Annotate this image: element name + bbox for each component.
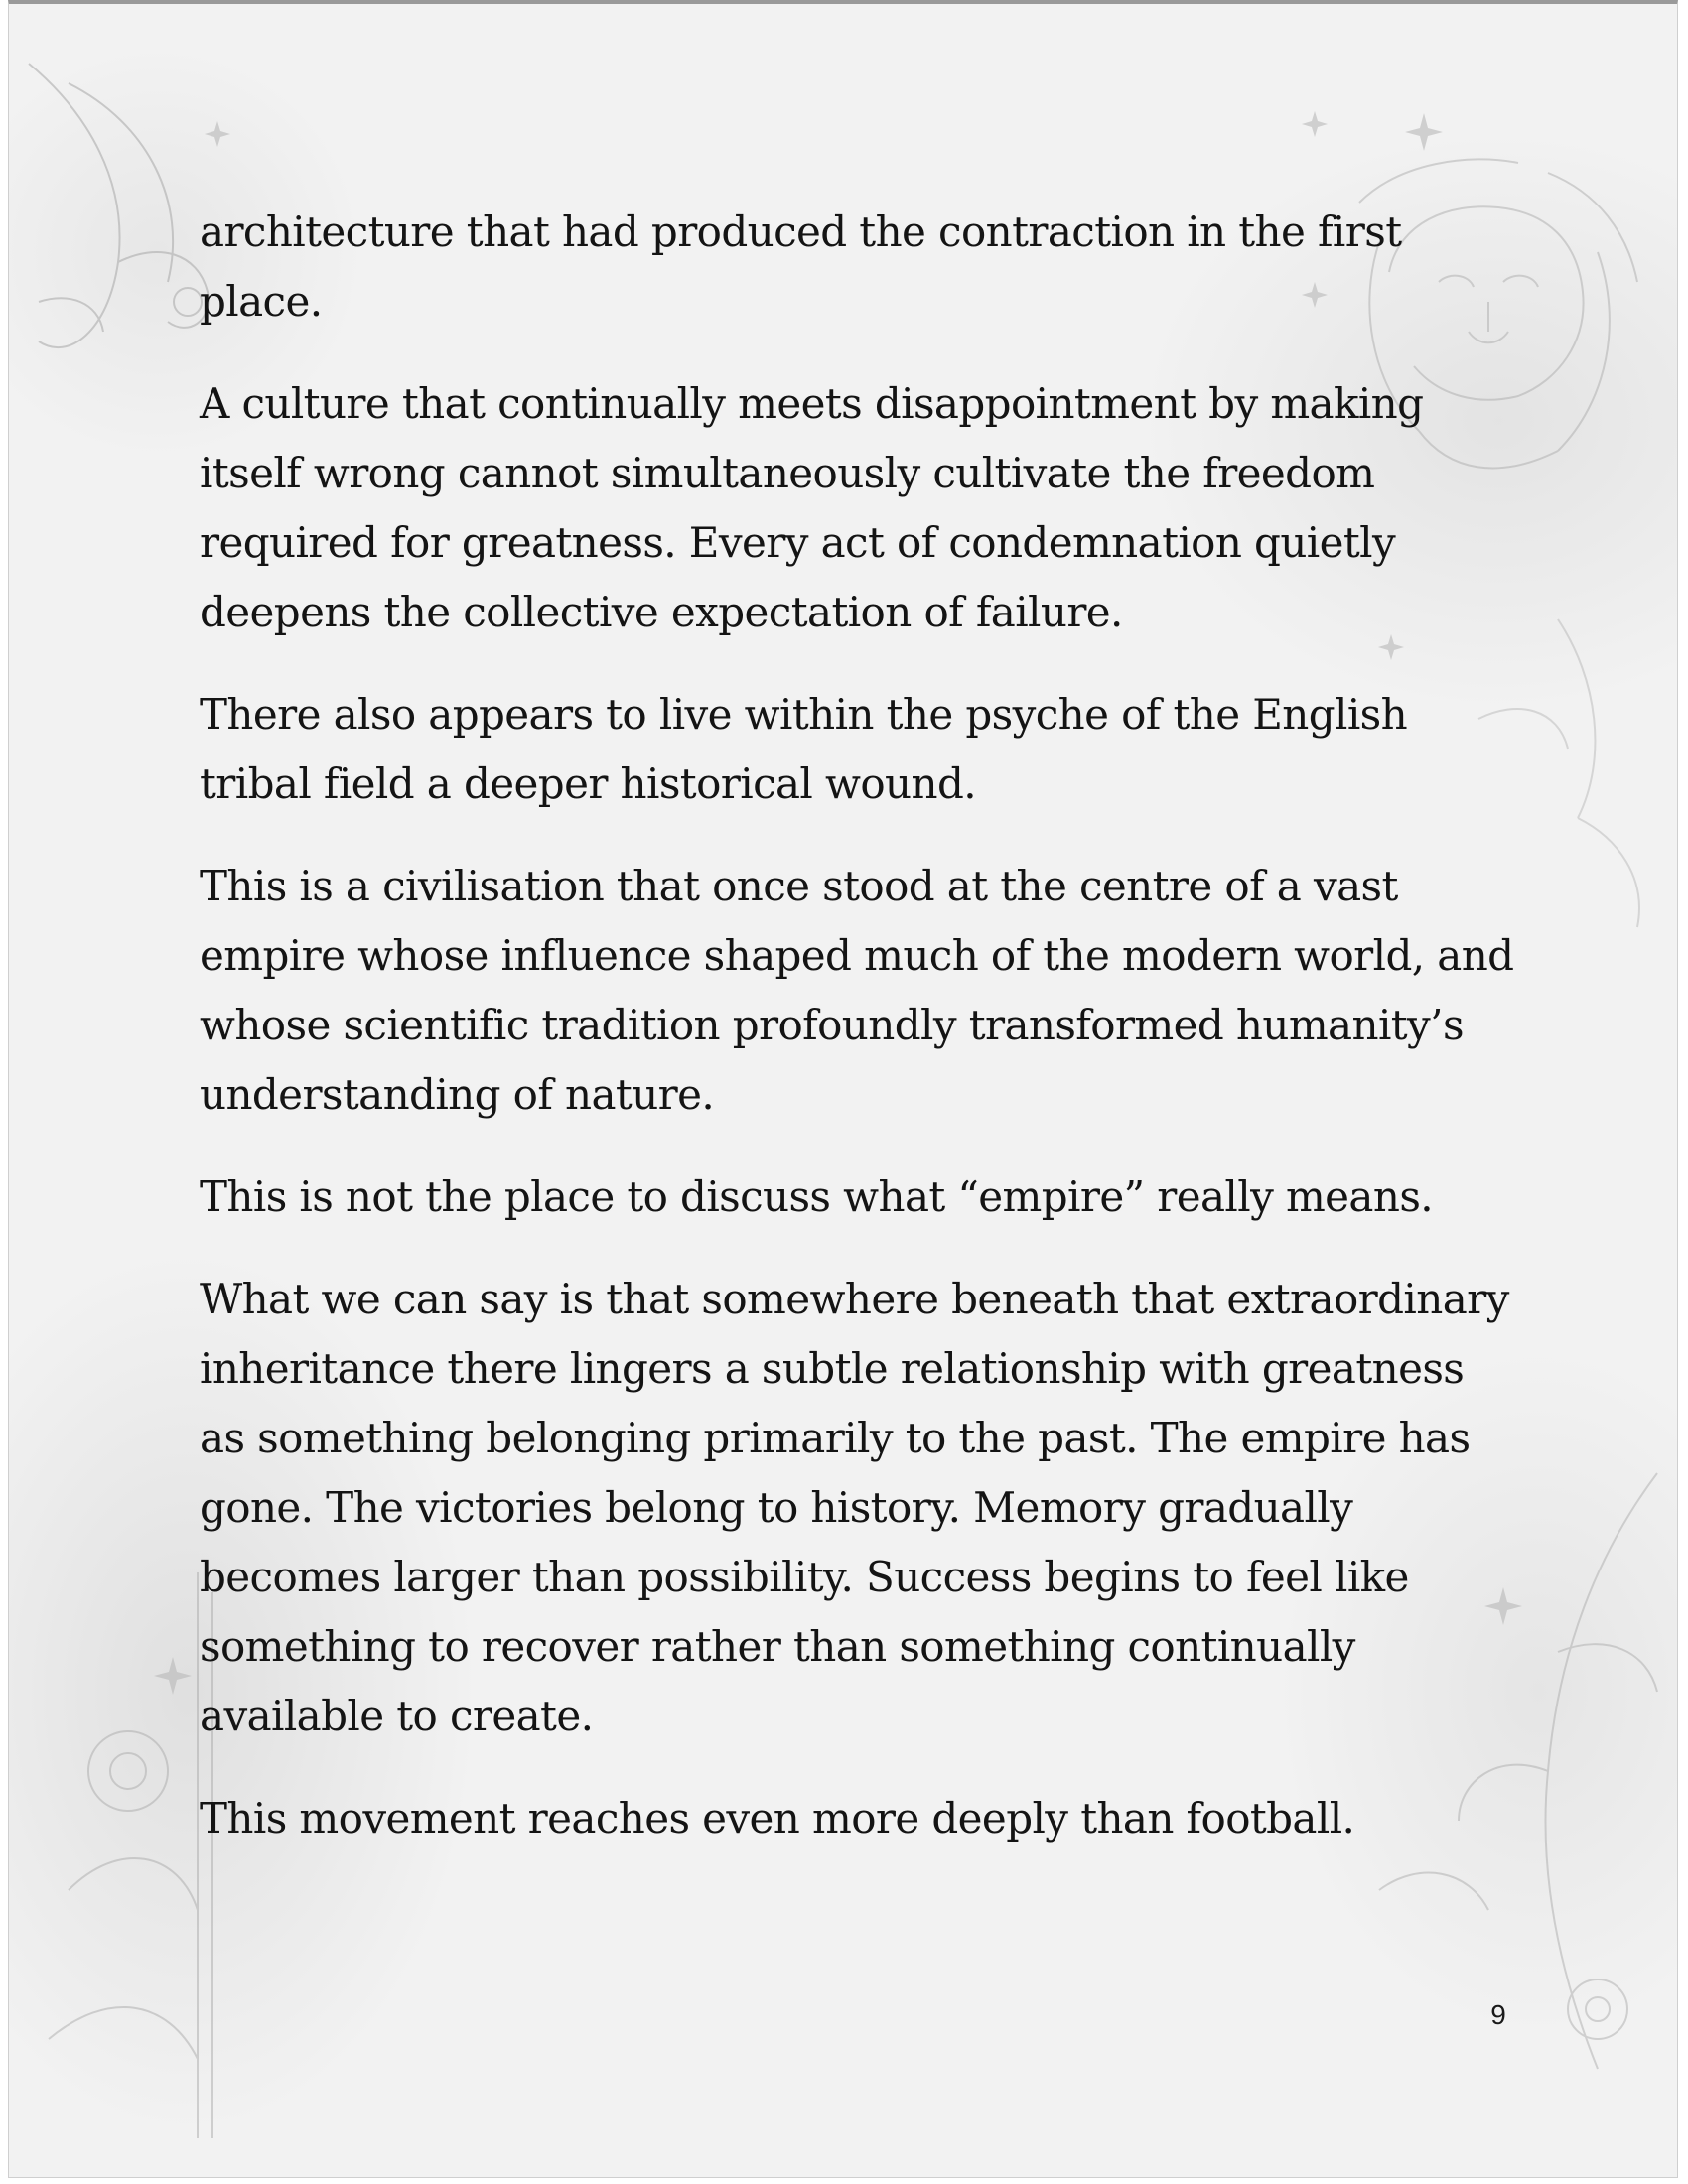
document-page — [8, 0, 1678, 2178]
paragraph: architecture that had produced the contraction in the first place. — [200, 207, 1402, 326]
paragraph: This movement reaches even more deeply than football. — [200, 1794, 1355, 1843]
floral-flourish-top-left — [29, 64, 209, 347]
paragraph: What we can say is that somewhere beneath that extraordinary inheritance there lingers a subtle relationship with greatness as something belonging primarily to the past. The empire has gone. The victories belong to history. Memory gradually becomes larger than possibility. Success begins to feel like something to recover rather than something continually available to create. — [200, 1275, 1509, 1740]
paragraph: This is not the place to discuss what “empire” really means. — [200, 1172, 1434, 1221]
body-text — [200, 198, 1520, 1886]
floral-flourish-bottom-left — [49, 1572, 212, 2138]
paragraph: There also appears to live within the psyche of the English tribal field a deeper historical wound. — [200, 690, 1408, 808]
paragraph: A culture that continually meets disappointment by making itself wrong cannot simultaneously cultivate the freedom required for greatness. Every act of condemnation quietly deepens the collective expectation of failure. — [200, 379, 1424, 636]
page-number: 9 — [1490, 1999, 1506, 2030]
paragraph: This is a civilisation that once stood at the centre of a vast empire whose influence shaped much of the modern world, and whose scientific tradition profoundly transformed humanity’s understanding of nature. — [200, 862, 1514, 1119]
